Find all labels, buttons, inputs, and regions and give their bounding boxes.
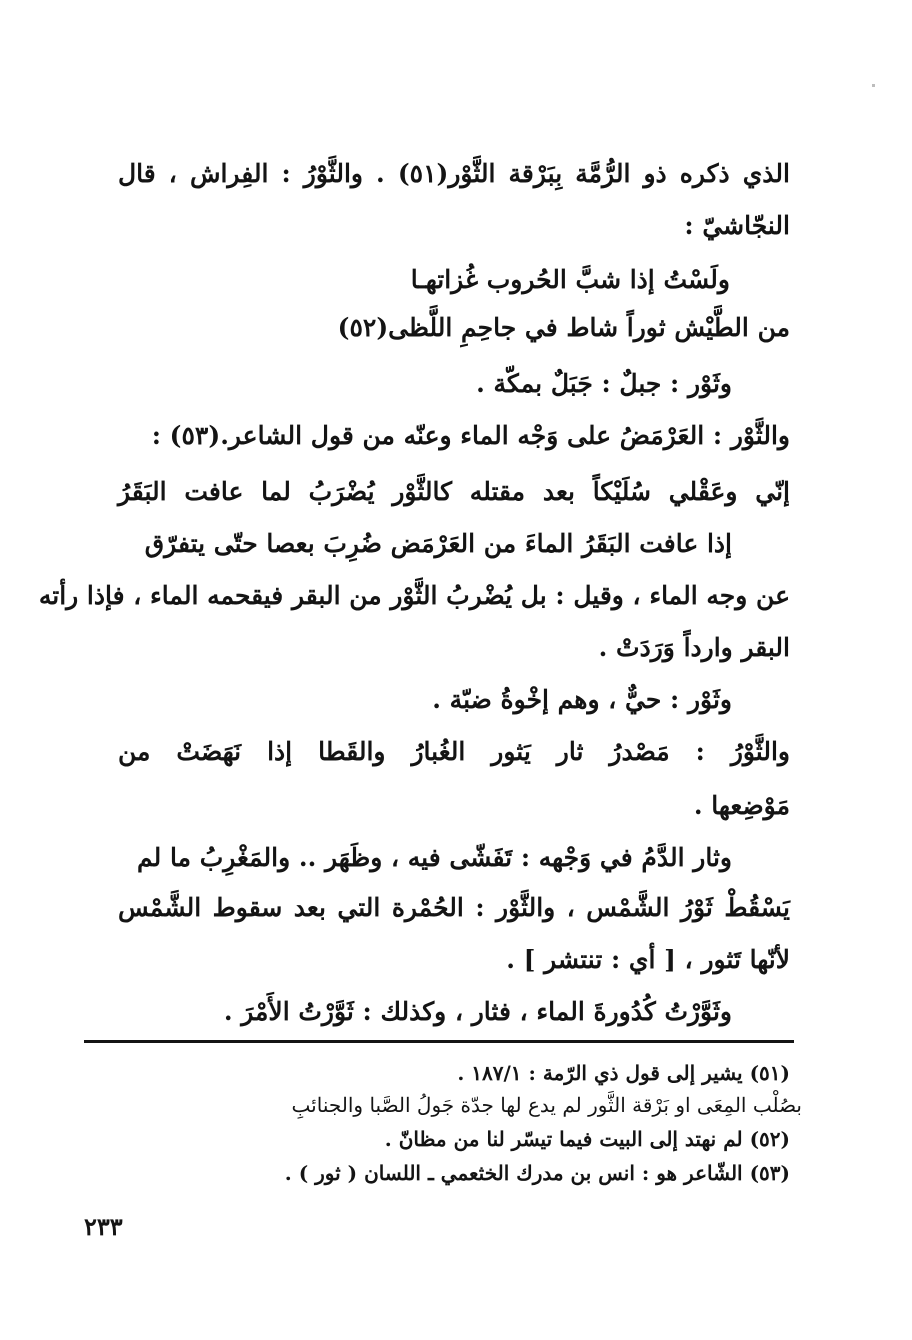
footnote-52: (٥٢) لم نهتد إلى البيت فيما تيسّر لنا من مظانّ . [384,1127,790,1151]
verse-line-3: إنّي وعَقْلي سُلَيْكاً بعد مقتله كالثَّوْر يُضْرَبُ لما عافت البَقَرُ [118,477,790,506]
verse-line-2: من الطَّيْش ثوراً شاط في جاحِمِ اللَّظى(٥٢) [337,313,790,342]
footnote-53: (٥٣) الشّاعر هو : انس بن مدرك الخثعمي ـ اللسان ( ثور ) . [284,1161,790,1185]
page-number: ٢٣٣ [84,1212,123,1241]
text-line-4: والثَّوْر : العَرْمَضُ على وَجْه الماء وعنّه من قول الشاعر.(٥٣) : [151,421,790,450]
text-line-8: وثَوْر : حيٌّ ، وهم إخْوةُ ضبّة . [432,685,732,714]
text-line-10: مَوْضِعها . [693,791,790,820]
text-line-13: لأنّها تَثور ، [ أي : تنتشر ] . [506,945,790,974]
text-line-3: وثَوْر : جبلٌ : جَبَلٌ بمكّة . [476,369,732,398]
text-line-2: النجّاشيّ : [684,211,790,240]
text-line-11: وثار الدَّمُ في وَجْهه : تَفَشّى فيه ، وظَهَر .. والمَغْرِبُ ما لم [137,843,732,872]
text-line-14: وثَوَّرْتُ كُدُورةَ الماء ، فثار ، وكذلك : ثَوَّرْتُ الأَمْرَ . [223,997,732,1026]
text-line-6: عن وجه الماء ، وقيل : بل يُضْربُ الثَّوْر من البقر فيقحمه الماء ، فإذا رأته [38,581,790,610]
text-line-12: يَسْقُطْ ثَوْرُ الشَّمْس ، والثَّوْر : الحُمْرة التي بعد سقوط الشَّمْس [118,893,790,922]
footnote-divider [84,1040,794,1043]
text-line-5: إذا عافت البَقَرُ الماءَ من العَرْمَض ضُرِبَ بعصا حتّى يتفرّق [144,529,732,558]
verse-line-1: ولَسْتُ إذا شبَّ الحُروب غُزاتهـا [410,265,730,294]
footnote-51: (٥١) يشير إلى قول ذي الرّمة : ١٨٧/١ . [457,1061,790,1085]
scan-speck [872,84,875,87]
text-line-7: البقر وارداً وَرَدَتْ . [598,633,790,662]
text-line-9: والثَّوْرُ : مَصْدرُ ثار يَثور الغُبارُ والقَطا إذا نَهَضَتْ من [118,737,790,766]
footnote-51-verse: بصُلْب المِعَى او بَرْقة الثَّور لم يدع لها جدّة جَولُ الصَّبا والجنائبِ [291,1093,802,1117]
text-line-1: الذي ذكره ذو الرُّمَّة بِبَرْقة الثَّوْر(٥١) . والثَّوْرُ : الفِراش ، قال [118,159,790,188]
